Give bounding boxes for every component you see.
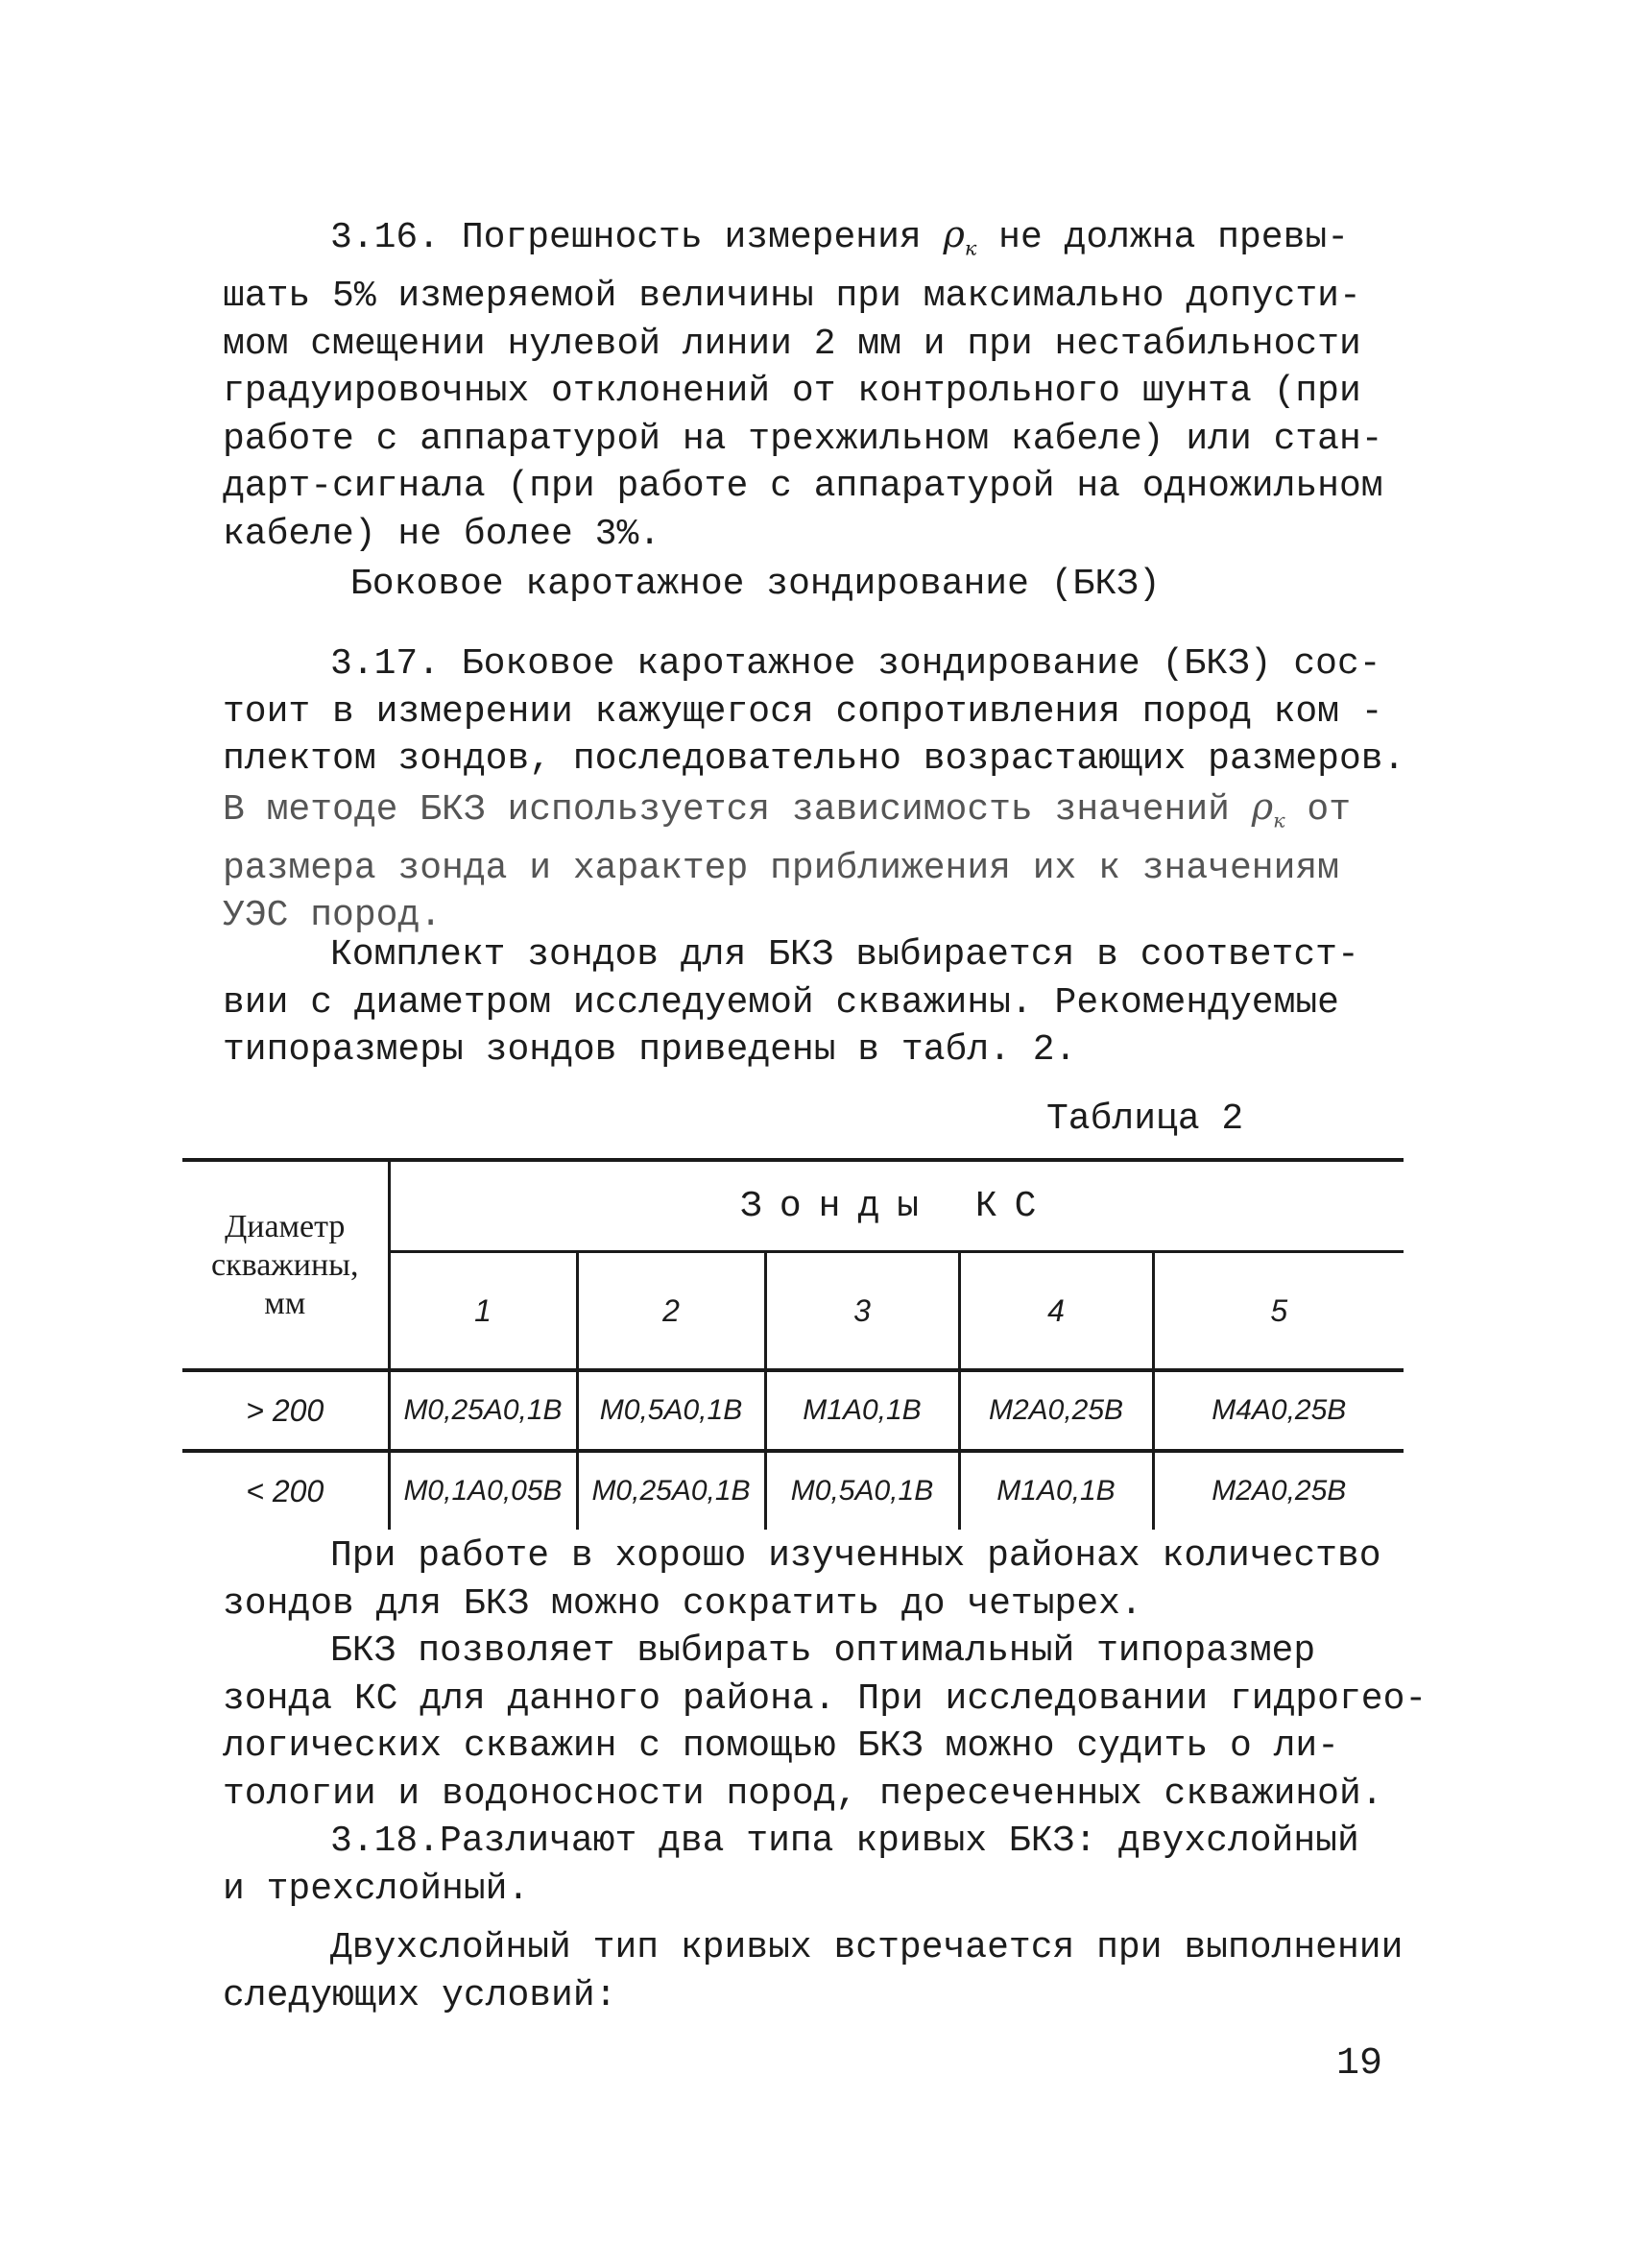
table-row bbox=[182, 1451, 1404, 1530]
text-span: не должна превы- bbox=[976, 217, 1350, 258]
paragraph-3-16 bbox=[223, 211, 1423, 558]
table-cell: M1A0,1B bbox=[765, 1370, 959, 1451]
rho-letter: ρ bbox=[1251, 784, 1274, 828]
table-caption: Таблица 2 bbox=[1046, 1098, 1244, 1140]
rho-k-symbol bbox=[943, 213, 977, 260]
row-header-line: Диаметр bbox=[225, 1208, 346, 1244]
row-header-cell bbox=[182, 1160, 389, 1370]
text-line: мом смещении нулевой линии 2 мм и при нестабильности bbox=[223, 323, 1361, 365]
text-line: зондов для БКЗ можно сократить до четырех. bbox=[223, 1582, 1142, 1625]
rho-subscript: к bbox=[1273, 808, 1285, 832]
row-label: < 200 bbox=[182, 1451, 389, 1530]
table-cell: M0,25A0,1B bbox=[577, 1451, 765, 1530]
text-line: тологии и водоносности пород, пересеченных скважиной. bbox=[223, 1773, 1383, 1815]
rho-k-symbol bbox=[1251, 784, 1285, 832]
text-line: 3.17. Боковое каротажное зондирование (БКЗ) сос- bbox=[330, 643, 1381, 685]
column-number: 1 bbox=[389, 1252, 577, 1371]
table-cell: M4A0,25B bbox=[1153, 1370, 1404, 1451]
paragraph-3-17 bbox=[223, 640, 1423, 940]
probe-table bbox=[182, 1158, 1404, 1530]
paragraph-after-table bbox=[223, 1532, 1428, 2019]
text-line: кабеле) не более 3%. bbox=[223, 513, 661, 555]
text-span: В методе БКЗ используется зависимость значений bbox=[223, 788, 1252, 831]
text-line: типоразмеры зондов приведены в табл. 2. bbox=[223, 1029, 1077, 1071]
row-header-line: скважины, bbox=[210, 1246, 359, 1283]
column-number: 5 bbox=[1270, 1292, 1288, 1328]
column-number: 2 bbox=[577, 1252, 765, 1371]
text-line: УЭС пород. bbox=[223, 895, 443, 937]
text-line: 3.18.Различают два типа кривых БКЗ: двухслойный bbox=[330, 1821, 1359, 1862]
table-cell: M2A0,25B bbox=[1153, 1451, 1404, 1530]
text-line: шать 5% измеряемой величины при максимально допусти- bbox=[223, 276, 1361, 318]
table-cell: M0,5A0,1B bbox=[577, 1370, 765, 1451]
rho-letter: ρ bbox=[943, 213, 965, 255]
table-2 bbox=[182, 1158, 1404, 1534]
text-line: следующих условий: bbox=[223, 1974, 617, 2016]
table-row bbox=[182, 1370, 1404, 1451]
text-line: Двухслойный тип кривых встречается при выполнении bbox=[330, 1927, 1404, 1968]
text-span: 3.16. Погрешность измерения bbox=[330, 217, 944, 258]
section-heading: Боковое каротажное зондирование (БКЗ) bbox=[350, 564, 1161, 605]
table-cell: M1A0,1B bbox=[959, 1451, 1153, 1530]
column-number: 3 bbox=[765, 1252, 959, 1371]
rho-subscript: к bbox=[964, 236, 977, 260]
text-line: градуировочных отклонений от контрольного шунта (при bbox=[223, 371, 1361, 413]
column-number: 4 bbox=[959, 1252, 1153, 1371]
text-line bbox=[223, 211, 1423, 273]
text-line: работе с аппаратурой на трехжильном кабеле) или стан- bbox=[223, 418, 1383, 460]
row-header-line: мм bbox=[264, 1285, 306, 1321]
text-line: тоит в измерении кажущегося сопротивления пород ком - bbox=[223, 690, 1383, 733]
text-line bbox=[223, 784, 1423, 845]
text-line: логических скважин с помощью БКЗ можно судить о ли- bbox=[223, 1725, 1339, 1767]
text-line: вии с диаметром исследуемой скважины. Рекомендуемые bbox=[223, 981, 1339, 1024]
text-line: БКЗ позволяет выбирать оптимальный типоразмер bbox=[330, 1630, 1316, 1672]
text-line: При работе в хорошо изученных районах количество bbox=[330, 1535, 1381, 1577]
text-line: плектом зондов, последовательно возрастающих размеров. bbox=[223, 738, 1405, 780]
text-line: размера зонда и характер приближения их к значениям bbox=[223, 847, 1339, 889]
text-line: зонда КС для данного района. При исследовании гидрогео- bbox=[223, 1677, 1428, 1720]
row-label: > 200 bbox=[182, 1370, 389, 1451]
text-line: дарт-сигнала (при работе с аппаратурой на одножильном bbox=[223, 466, 1383, 508]
text-span: от bbox=[1284, 788, 1352, 831]
text-line: и трехслойный. bbox=[223, 1868, 530, 1910]
page-number: 19 bbox=[1336, 2042, 1383, 2086]
text-line: Комплект зондов для БКЗ выбирается в соответст- bbox=[330, 934, 1359, 976]
table-cell: M0,1A0,05B bbox=[389, 1451, 577, 1530]
paragraph-komplekt bbox=[223, 931, 1423, 1074]
table-cell: M0,5A0,1B bbox=[765, 1451, 959, 1530]
table-cell: M2A0,25B bbox=[959, 1370, 1153, 1451]
table-cell: M0,25A0,1B bbox=[389, 1370, 577, 1451]
group-header: Зонды КС bbox=[389, 1160, 1404, 1252]
